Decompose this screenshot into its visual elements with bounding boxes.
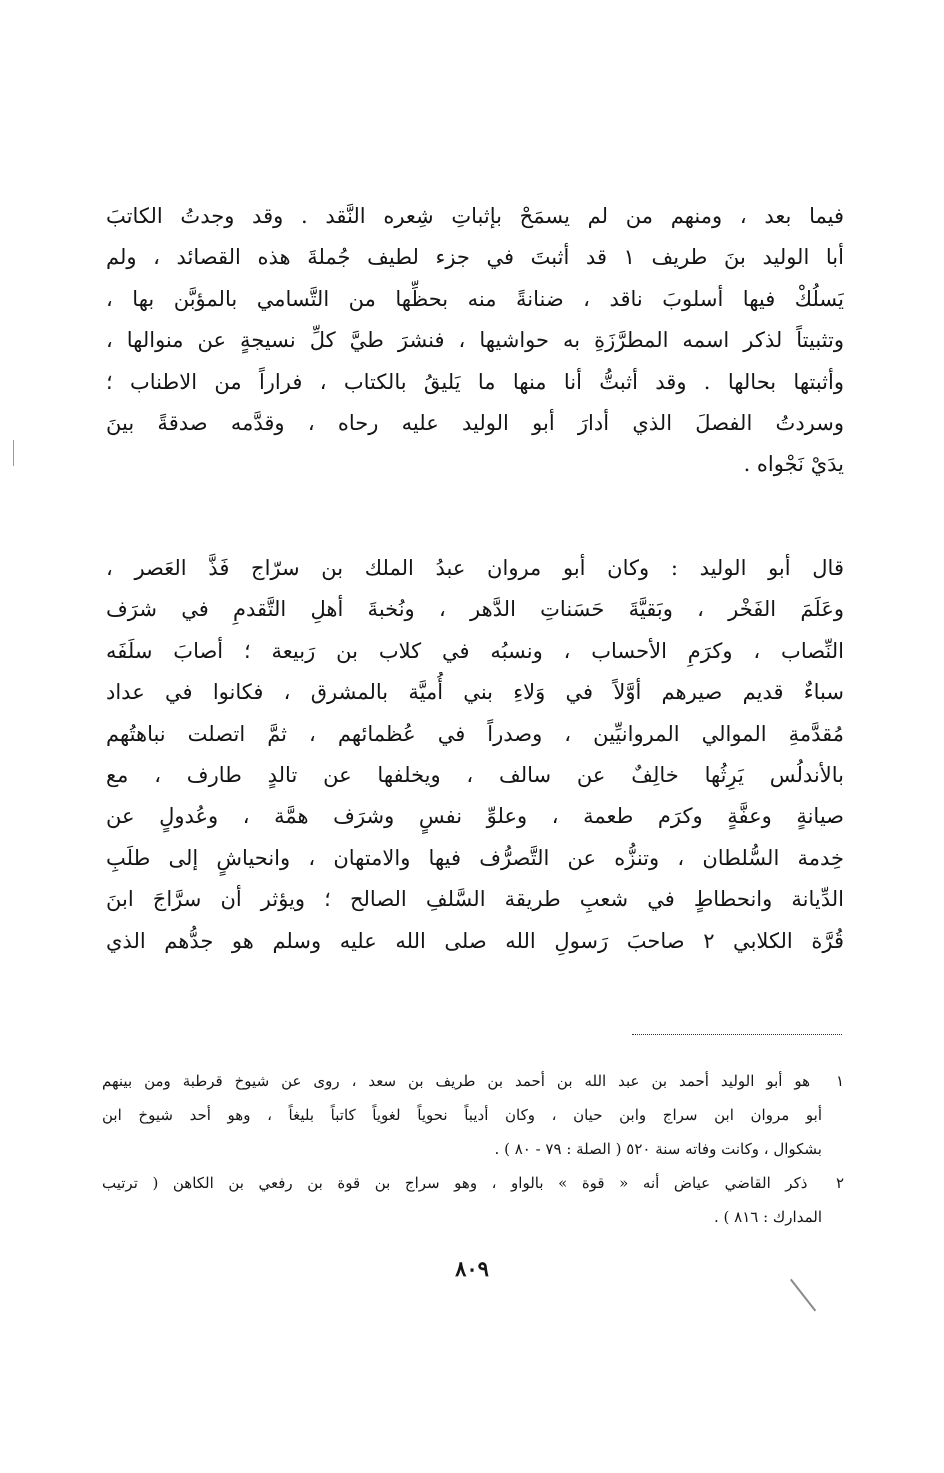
paragraph-1	[106, 196, 844, 486]
text-line: قُرَّة الكلابي ٢ صاحبَ رَسولِ الله صلى الله عليه وسلم هو جدُّهم الذي	[106, 928, 844, 953]
text-line: قال أبو الوليد : وكان أبو مروان عبدُ الملك بن سرّاج فَذَّ العَصر ،	[106, 556, 844, 580]
text-line: وعَلَمَ الفَخْر ، وبَقيَّةَ حَسَناتِ الدَّهر ، ونُخبةَ أهلِ التَّقدمِ في شرَف	[106, 597, 844, 622]
text-line: فيما بعد ، ومنهم من لم يسمَحْ بإثباتِ شِعره النَّقد . وقد وجدتُ الكاتبَ	[106, 204, 844, 228]
footnote-1-text: هو أبو الوليد أحمد بن عبد الله بن أحمد بن طريف بن سعد ، روى عن شيوخ قرطبة ومن بينهم	[102, 1072, 811, 1090]
footnote-2-number: ٢	[835, 1174, 844, 1192]
footnote-1-line: بشكوال ، وكانت وفاته سنة ٥٢٠ ( الصلة : ٧٩ - ٨٠ ) .	[494, 1140, 822, 1158]
page-number: ٨٠٩	[455, 1256, 489, 1281]
text-line: يدَيْ نَجْواه .	[743, 452, 844, 477]
text-line: أبا الوليد بنَ طريف ١ قد أثبتَ في جزء لطيف جُملةَ هذه القصائد ، ولم	[106, 245, 844, 270]
footnote-1-line: أبو مروان ابن سراج وابن حيان ، وكان أديباً نحوياً لغوياً كاتباً بليغاً ، وهو أحد شيوخ ابن	[102, 1106, 822, 1124]
footnote-2-text: ذكر القاضي عياض أنه « قوة » بالواو ، وهو سراج بن قوة بن رفعي بن الكاهن ( ترتيب	[102, 1174, 808, 1192]
text-line: وسردتُ الفصلَ الذي أدارَ أبو الوليد عليه رحاه ، وقدَّمه صدقةً بينَ	[106, 410, 844, 435]
scan-mark	[790, 1279, 816, 1312]
footnote-2-line: المدارك : ٨١٦ ) .	[714, 1208, 822, 1226]
text-line: صيانةٍ وعفَّةٍ وكرَم طعمة ، وعلوِّ نفسٍ وشرَف همَّة ، وعُدولٍ عن	[106, 804, 844, 829]
text-line: مُقدَّمةِ الموالي المروانيِّين ، وصدراً في عُظمائهم ، ثمَّ اتصلت نباهتُهم	[106, 721, 844, 746]
text-line: يَسلُكْ فيها أسلوبَ ناقد ، ضنانةً منه بحظِّها من التَّسامي بالمؤبَّن بها ،	[106, 286, 844, 311]
text-line: النِّصاب ، وكرَمِ الأحساب ، ونسبُه في كلاب بن رَبيعة ؛ أصابَ سلَفَه	[106, 638, 844, 663]
scan-speck	[13, 440, 14, 466]
paragraph-2	[106, 548, 844, 962]
text-line: وتثبيتاً لذكر اسمه المطرَّزَةِ به حواشيها ، فنشرَ طيَّ كلِّ نسيجةٍ عن منوالها ،	[106, 328, 844, 353]
footnotes	[102, 1064, 844, 1234]
text-line: سباءٌ قديم صيرهم أوَّلاً في وَلاءِ بني أُميَّة بالمشرق ، فكانوا في عداد	[106, 680, 844, 705]
text-line: بالأندلُس يَرِثُها خالِفٌ عن سالف ، ويخلفها عن تالدٍ طارف ، مع	[106, 762, 844, 787]
footnote-divider	[632, 1034, 842, 1035]
footnote-1-number: ١	[835, 1072, 844, 1090]
text-line: وأثبتها بحالها . وقد أثبتُّ أنا منها ما يَليقُ بالكتاب ، فراراً من الاطناب ؛	[106, 369, 844, 394]
text-line: الدِّيانة وانحطاطٍ في شعبِ طريقة السَّلفِ الصالح ؛ ويؤثر أن سرَّاجَ ابنَ	[106, 887, 844, 912]
footnote-2-line	[102, 1166, 844, 1200]
footnote-1-line	[102, 1064, 844, 1098]
text-line: خِدمة السُّلطان ، وتنزُّه عن التَّصرُّف فيها والامتهان ، وانحياشٍ إلى طلَبِ	[106, 845, 844, 870]
